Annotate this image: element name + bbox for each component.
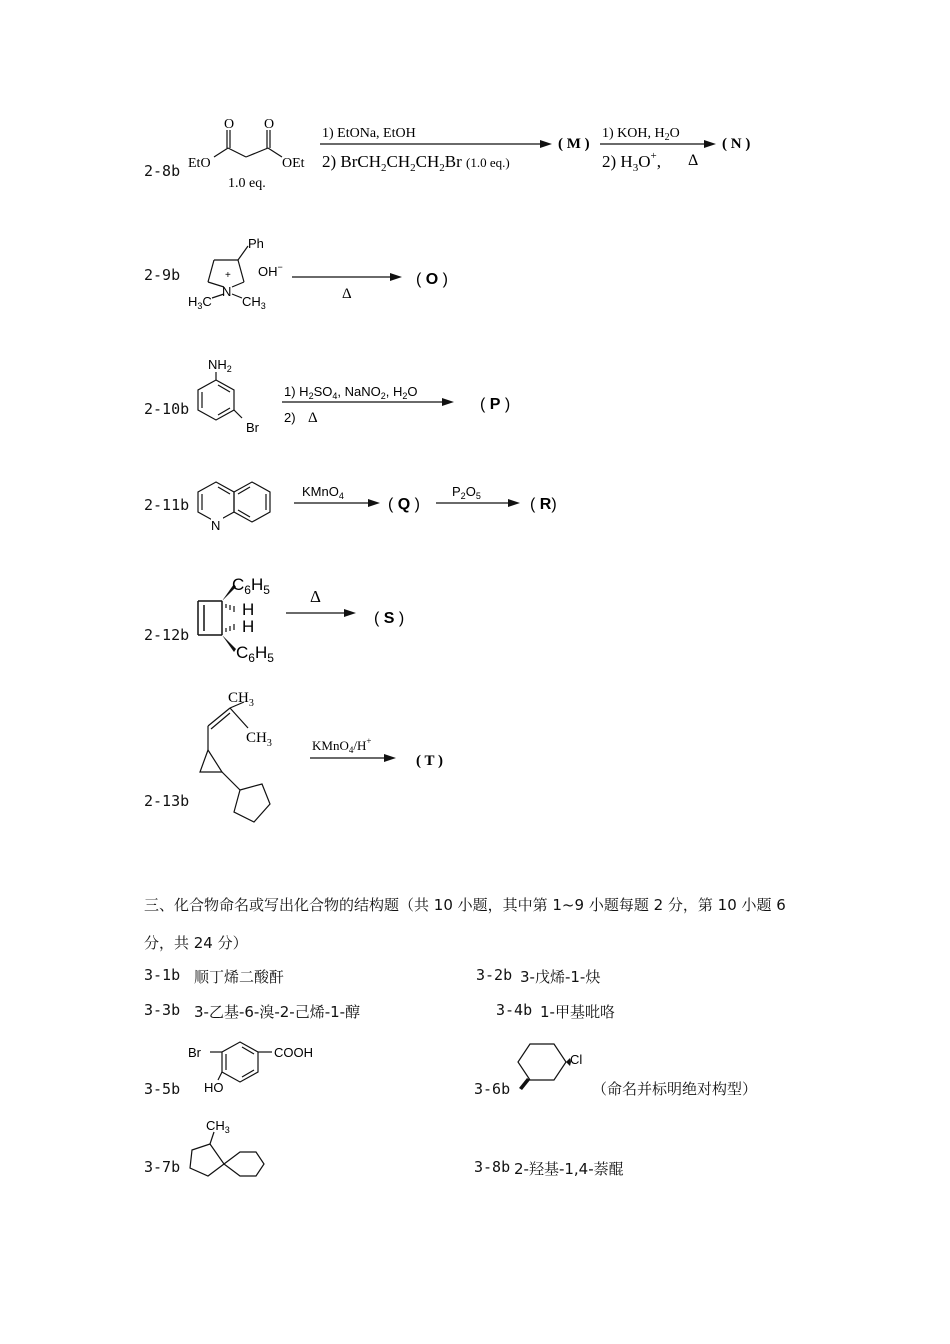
amino-group: $NH_2$ [208,357,232,374]
product-R-label: ( R) [530,496,557,513]
phenyl-group: Ph [248,236,264,251]
question-id-3-1b: 3-1b [144,966,181,984]
diethyl-malonate-structure [214,130,282,157]
question-3-1b-text: 顺丁烯二酸酐 [194,968,285,986]
question-3-6b-instruction: （命名并标明绝对构型） [592,1080,758,1098]
question-id-3-6b: 3-6b [474,1080,511,1098]
bromoaniline-ring [198,372,242,420]
heat-condition: Δ [310,587,321,606]
chloro-methylcyclohexane-structure [510,1036,590,1100]
question-id-3-8b: 3-8b [474,1158,511,1176]
hydroxide-counterion: OH− [258,262,283,279]
product-P-label: ( P ) [480,396,511,413]
svg-text:CH3: $CH_3$ [206,1118,230,1135]
methyl-bottom: $CH_3$ [246,730,272,749]
question-id-2-11b: 2-11b [144,496,190,514]
cyclobutene-structure [198,601,222,635]
question-id-3-3b: 3-3b [144,1001,181,1019]
reagent-equivalents: 1.0 eq. [228,176,266,191]
phenyl-top: $C_6H_5$ [232,575,270,597]
question-3-3b-text: 3-乙基-6-溴-2-己烯-1-醇 [194,1003,361,1021]
nitrogen-atom: N [222,284,232,299]
product-O-label: ( O ) [416,271,449,288]
positive-charge: + [225,270,231,281]
question-id-2-12b: 2-12b [144,626,190,644]
reaction-2-9b-scheme [184,232,464,312]
question-id-3-4b: 3-4b [496,1001,533,1019]
product-M-label: ( M ) [558,136,590,152]
question-3-4b-text: 1-甲基吡咯 [540,1003,615,1021]
oxidant-reagent: KMnO$_4$ [302,484,344,501]
methyl-top: $CH_3$ [228,690,254,709]
cyclopropyl-alkene-structure [200,702,270,822]
section-3-heading: 三、化合物命名或写出化合物的结构题（共 10 小题，其中第 1~9 小题每题 2 分，第 10 小题 6 [144,896,786,914]
question-id-2-13b: 2-13b [144,792,190,810]
phenyl-bottom: $C_6H_5$ [236,643,274,664]
hydrogen-bottom: H [242,617,255,636]
carbonyl-oxygen-left: O [224,117,235,132]
question-id-3-7b: 3-7b [144,1158,181,1176]
condition-line-2: 2) [284,410,296,425]
dehydrating-reagent: $P_2O_5$ [452,484,481,501]
svg-text:HO: HO [204,1080,224,1095]
condition-line-1: 1) $H_2SO_4$, NaNO$_2$, $H_2O$ [284,384,418,401]
question-id-2-8b: 2-8b [144,162,181,180]
quinoline-structure [198,482,270,522]
carbonyl-oxygen-right: O [264,117,275,132]
right-ester-group: OEt [282,156,305,171]
svg-text:Br: Br [188,1045,201,1060]
question-3-2b-text: 3-戊烯-1-炔 [520,968,601,986]
question-3-8b-text: 2-羟基-1,4-萘醌 [514,1160,624,1178]
bromine-atom: Br [246,420,259,435]
hydrogen-top: H [242,600,255,619]
question-id-2-10b: 2-10b [144,400,190,418]
question-id-3-5b: 3-5b [144,1080,181,1098]
step2-delta: Δ [688,152,699,169]
reaction-2-13b-scheme [194,688,464,828]
question-id-3-2b: 3-2b [476,966,513,984]
oxidant-reagent: KMnO$_4$/H+ [312,736,372,755]
product-Q-label: ( Q ) [388,496,421,513]
step2-condition-top: 1) KOH, $H_2O$ [602,126,680,143]
svg-text:COOH: COOH [274,1045,313,1060]
product-T-label: ( T ) [416,753,443,769]
reaction-2-11b-scheme [190,474,580,534]
reaction-2-10b-scheme [184,352,534,442]
section-3-heading-continuation: 分，共 24 分） [144,934,248,952]
reaction-2-12b-scheme [190,568,430,664]
bromo-hydroxybenzoic-acid-structure [184,1034,334,1098]
methyl-spiro-compound-structure [180,1114,280,1186]
quinoline-nitrogen: N [211,518,221,533]
methyl-left: $H_3C$ [188,294,212,311]
step2-condition-bottom: 2) $H_3O^+$, [602,150,661,174]
heat-condition: Δ [308,410,318,426]
product-N-label: ( N ) [722,136,751,152]
question-id-2-9b: 2-9b [144,266,181,284]
reaction-2-8b-scheme [184,115,774,195]
heat-condition: Δ [342,286,352,302]
left-ester-group: EtO [188,156,211,171]
product-S-label: ( S ) [374,610,405,627]
step1-condition-bottom: 2) $BrCH_2CH_2CH_2Br$ (1.0 eq.) [322,152,510,174]
svg-text:Cl: Cl [570,1052,583,1067]
methyl-right: $CH_3$ [242,294,266,311]
step1-condition-top: 1) EtONa, EtOH [322,126,416,141]
